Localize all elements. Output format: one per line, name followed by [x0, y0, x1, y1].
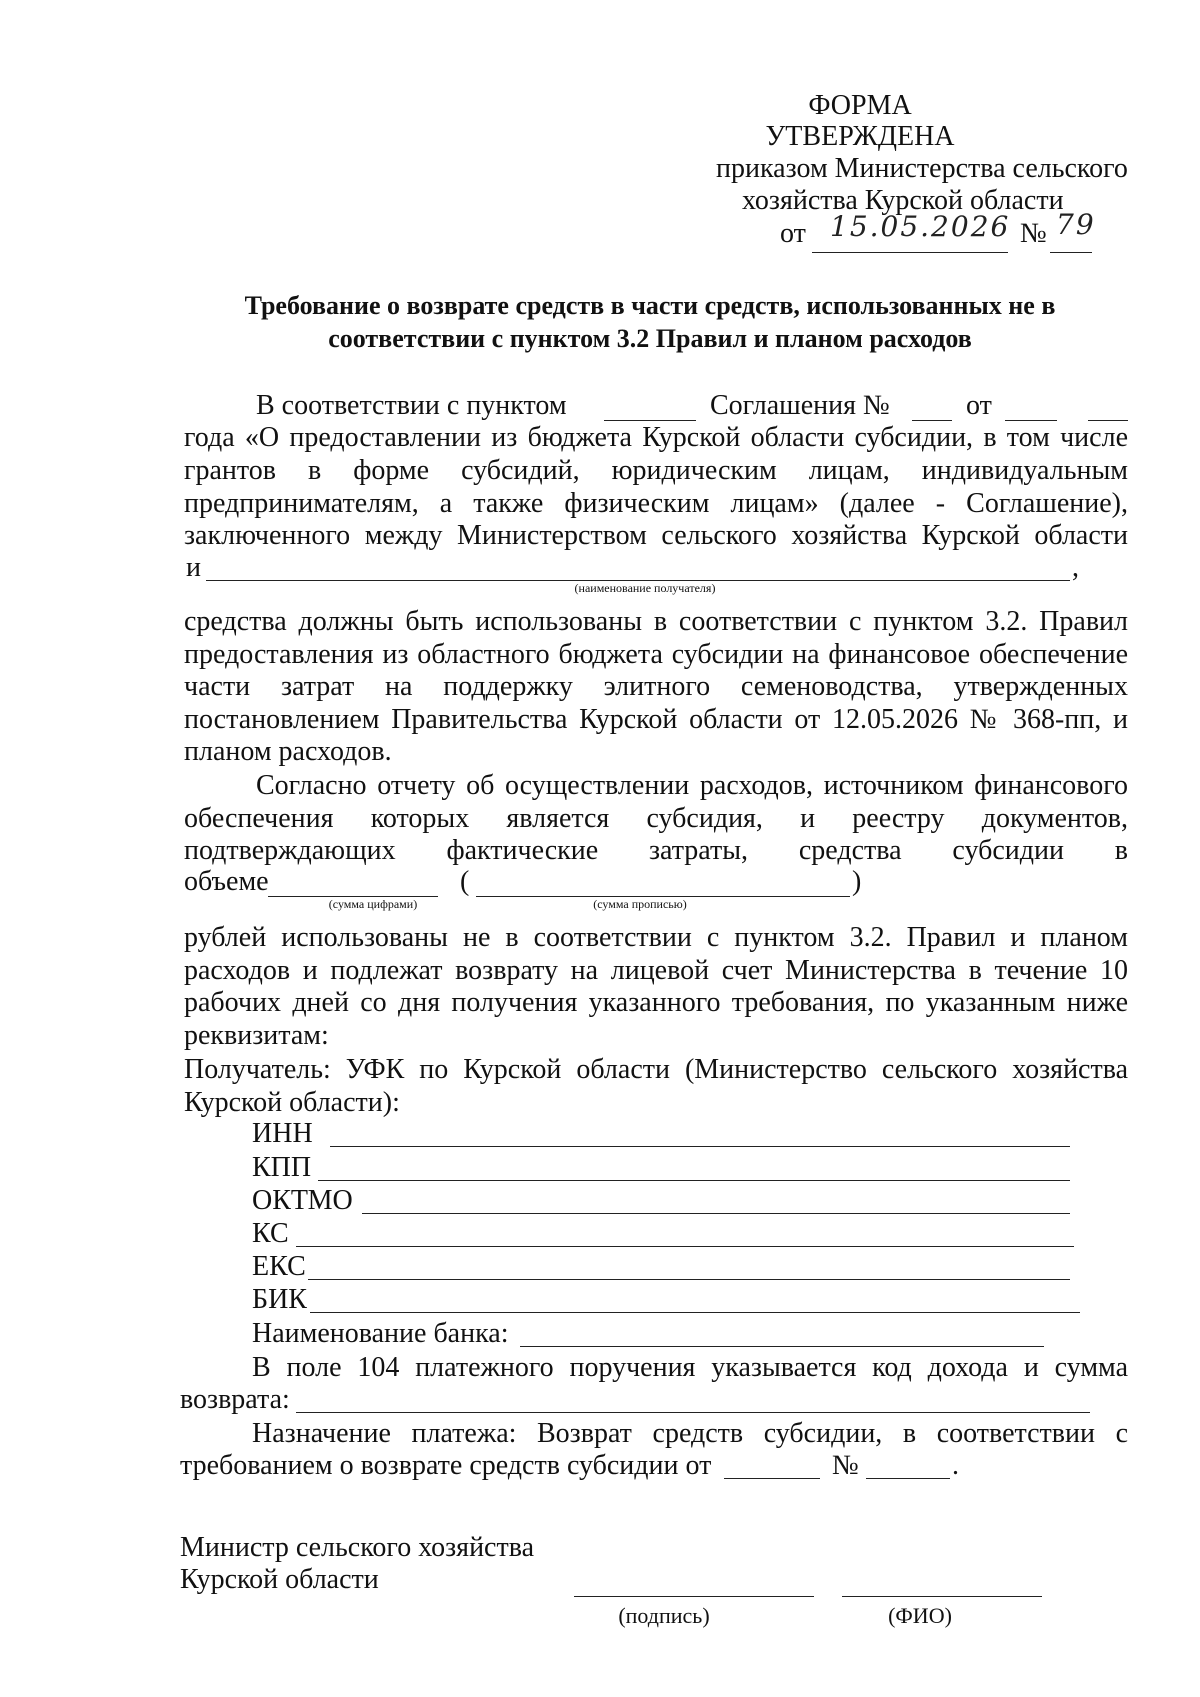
recipient-text: Получатель: УФК по Курской области (Министерство сельского хозяйства Курской области): [184, 1054, 1128, 1118]
agreement-year-field[interactable] [1088, 420, 1128, 421]
bik-field[interactable] [310, 1312, 1080, 1313]
order-date-handwritten: 15.05.2026 [830, 210, 1011, 243]
purpose-line2: требованием о возврате средств субсидии от [180, 1450, 712, 1481]
para1-intro: В соответствии с пунктом [256, 390, 567, 421]
para4-text: рублей использованы не в соответствии с пунктом 3.2. Правил и планом расходов и подлежат возврату на лицевой счет Министерства в течение 10 рабочих дней со дня получения указанного требования, по указанным ниже реквизитам: [184, 922, 1128, 1051]
agreement-date-prefix: от [966, 390, 992, 421]
document-title-line1: Требование о возврате средств в части средств, использованных не в [244, 291, 1056, 320]
claim-number-prefix: № [832, 1450, 859, 1481]
signature-caption: (подпись) [618, 1603, 710, 1628]
oktmo-field[interactable] [362, 1213, 1070, 1214]
form-label: ФОРМА [808, 90, 912, 121]
signer-title-line2: Курской области [180, 1564, 379, 1595]
order-number-line [1050, 252, 1092, 253]
para1-line5: заключенного между Министерством сельского хозяйства Курской области [184, 520, 1128, 551]
recipient-comma: , [1072, 552, 1079, 583]
bank-name-label: Наименование банка: [252, 1318, 509, 1349]
sum-digits-caption: (сумма цифрами) [328, 897, 418, 911]
approved-by-line1: приказом Министерства сельского [716, 153, 1128, 184]
para2-text: средства должны быть использованы в соответствии с пунктом 3.2. Правил предоставления из областного бюджета субсидии на финансовое обеспечение части затрат на поддержку элитного семеноводства, утвержденных постановлением Правительства Курской области от 12.05.2026 № 368-пп, и планом расходов. [184, 606, 1128, 767]
full-name-field[interactable] [842, 1596, 1042, 1597]
bik-label: БИК [252, 1284, 307, 1315]
recipient-caption: (наименование получателя) [574, 581, 716, 595]
para3-text: Согласно отчету об осуществлении расходов, источником финансового обеспечения которых является субсидия, и реестру документов, подтверждающих фактические затраты, средства субсидии в [184, 770, 1128, 866]
volume-label: объеме [184, 866, 269, 897]
order-date-line [812, 252, 1008, 253]
full-name-caption: (ФИО) [888, 1603, 952, 1628]
inn-label: ИНН [252, 1118, 313, 1149]
para1-line4: предпринимателям, а также физическим лицам» (далее - Соглашение), [184, 488, 1128, 519]
inn-field[interactable] [330, 1146, 1070, 1147]
bank-name-field[interactable] [520, 1346, 1044, 1347]
approved-by-line2: хозяйства Курской области [742, 185, 1064, 216]
signature-field[interactable] [574, 1596, 814, 1597]
eks-label: ЕКС [252, 1251, 306, 1282]
return-label: возврата: [180, 1384, 290, 1415]
oktmo-label: ОКТМО [252, 1185, 353, 1216]
para1-line2: года «О предоставлении из бюджета Курской области субсидии, в том числе [184, 422, 1128, 453]
para1-line3: грантов в форме субсидий, юридическим лицам, индивидуальным [184, 455, 1128, 486]
and-label: и [186, 552, 201, 583]
kpp-label: КПП [252, 1152, 312, 1183]
agreement-number-field[interactable] [912, 420, 952, 421]
purpose-line1: Назначение платежа: Возврат средств субсидии, в соответствии с [252, 1418, 1128, 1449]
sum-words-caption: (сумма прописью) [593, 897, 687, 911]
paren-close: ) [852, 866, 862, 897]
agreement-label: Соглашения № [710, 390, 890, 421]
ks-label: КС [252, 1218, 289, 1249]
order-number-handwritten: 79 [1056, 208, 1096, 241]
agreement-day-field[interactable] [1005, 420, 1057, 421]
clause-number-field[interactable] [604, 420, 696, 421]
document-title-line2: соответствии с пунктом 3.2 Правил и планом расходов [328, 324, 972, 353]
paren-open: ( [460, 866, 470, 897]
claim-date-field[interactable] [724, 1478, 820, 1479]
signer-title-line1: Министр сельского хозяйства [180, 1532, 534, 1563]
eks-field[interactable] [308, 1279, 1070, 1280]
approved-label: УТВЕРЖДЕНА [765, 121, 955, 152]
field104-text: В поле 104 платежного поручения указывается код дохода и сумма [252, 1352, 1128, 1383]
kpp-field[interactable] [318, 1180, 1070, 1181]
claim-number-field[interactable] [866, 1478, 950, 1479]
number-prefix: № [1020, 218, 1047, 249]
date-prefix: от [780, 218, 806, 249]
ks-field[interactable] [296, 1246, 1074, 1247]
return-code-field[interactable] [296, 1412, 1090, 1413]
purpose-period: . [952, 1450, 959, 1481]
